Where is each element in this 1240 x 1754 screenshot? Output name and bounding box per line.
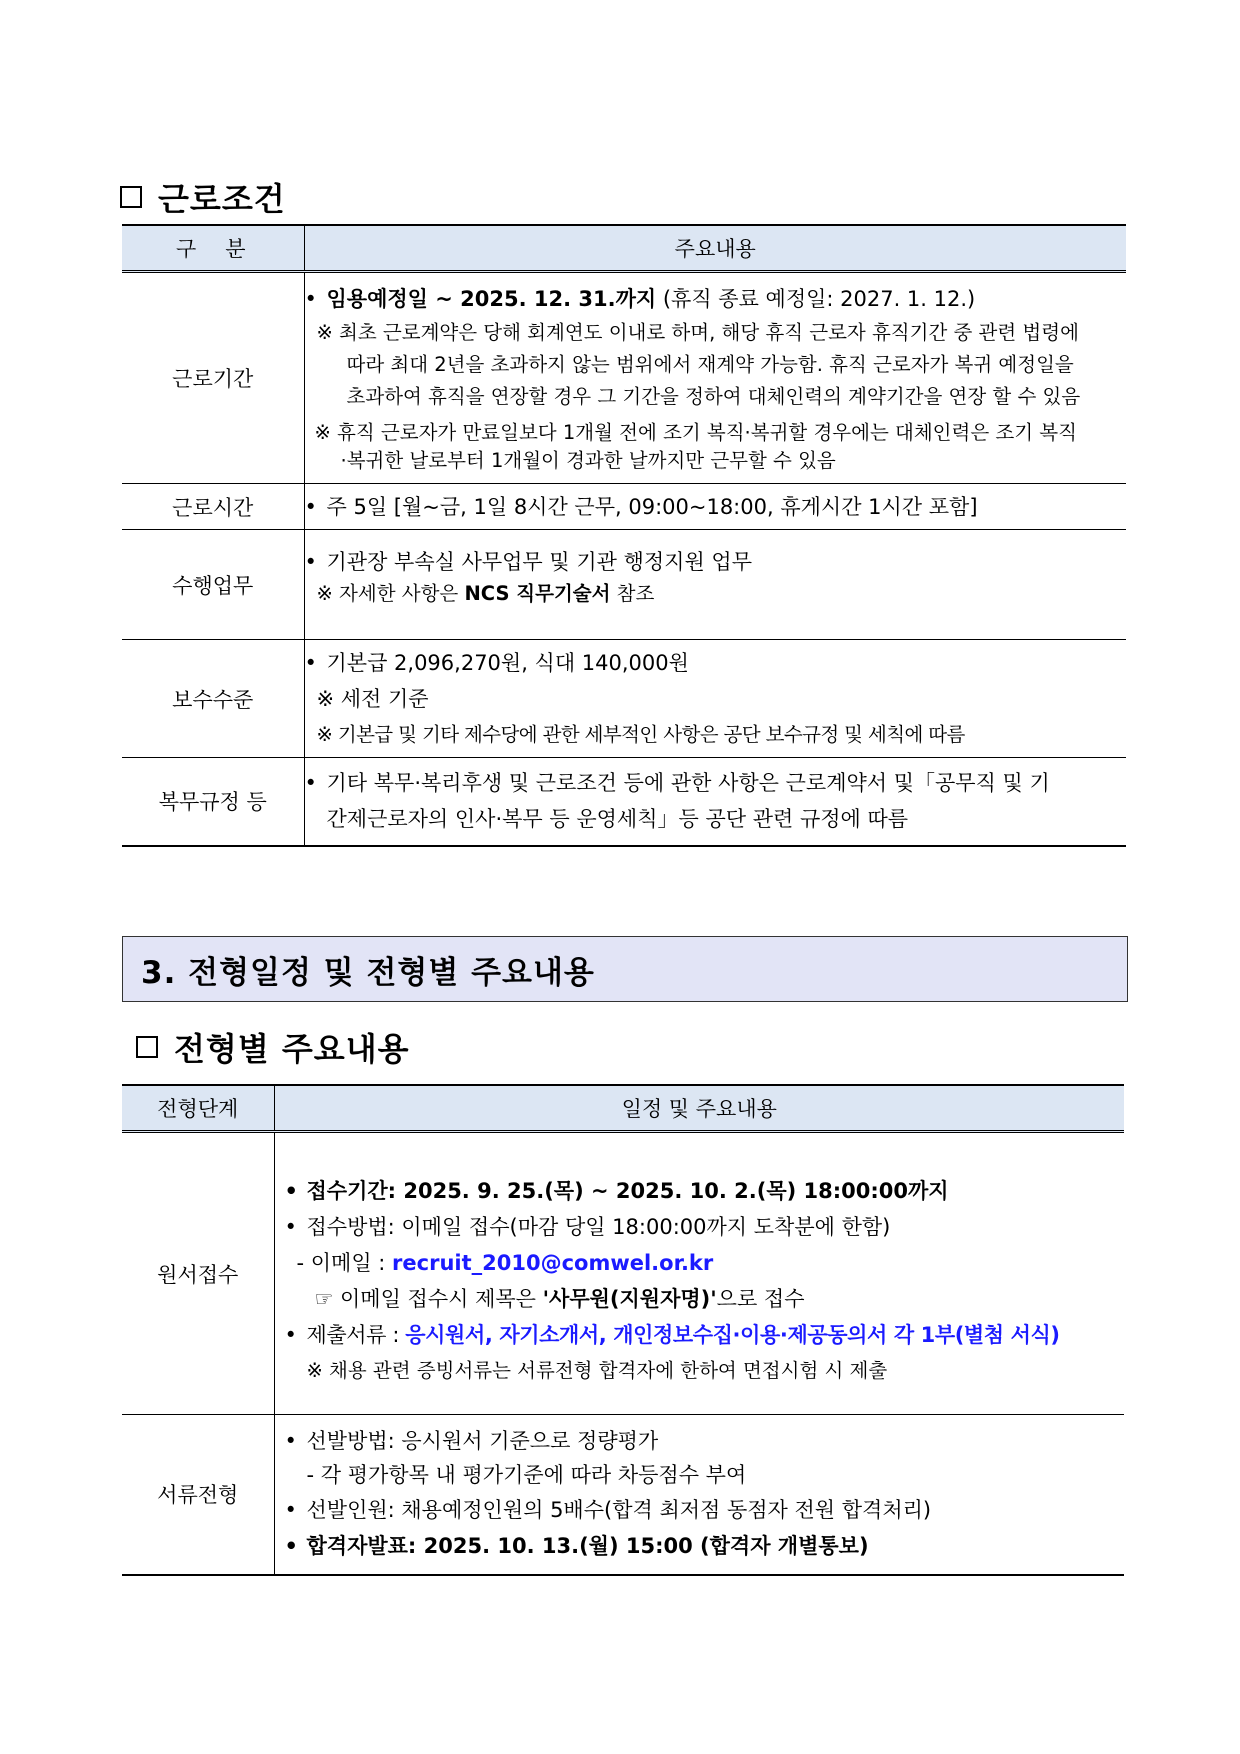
row-content-document-screening bbox=[274, 1415, 1124, 1575]
note-line: ※ 휴직 근로자가 만료일보다 1개월 전에 조기 복직·복귀할 경우에는 대체인력은 조기 복직 bbox=[314, 421, 1077, 444]
email-subject-line bbox=[285, 1281, 1125, 1317]
email-link[interactable]: recruit_2010@comwel.or.kr bbox=[392, 1250, 714, 1275]
row-label-application: 원서접수 bbox=[122, 1132, 274, 1415]
row-label-work-period: 근로기간 bbox=[122, 272, 304, 484]
documents-label: 제출서류 : bbox=[306, 1322, 406, 1347]
row-label-service-rules: 복무규정 등 bbox=[122, 758, 304, 846]
note-contract bbox=[305, 317, 1127, 413]
note-line: ※ 최초 근로계약은 당해 회계연도 이내로 하며, 해당 휴직 근로자 휴직기간 중 관련 법령에 bbox=[316, 321, 1079, 344]
table-row bbox=[122, 1415, 1124, 1575]
row-content-work-hours bbox=[304, 484, 1126, 530]
note-pre: ※ 자세한 사항은 bbox=[316, 582, 465, 605]
note-line: 초과하여 휴직을 연장할 경우 그 기간을 정하여 대체인력의 계약기간을 연장 할 수 있음 bbox=[346, 385, 1081, 408]
ncs-link-text: NCS 직무기술서 bbox=[464, 582, 611, 605]
subject-pre: ☞ 이메일 접수시 제목은 bbox=[314, 1286, 543, 1311]
checkbox-square-icon bbox=[136, 1036, 158, 1058]
section-title-text: 전형별 주요내용 bbox=[174, 1030, 410, 1068]
table-header-row bbox=[122, 225, 1126, 272]
required-documents bbox=[285, 1317, 1125, 1353]
row-label-salary: 보수수준 bbox=[122, 640, 304, 758]
application-method: • 접수방법: 이메일 접수(마감 당일 18:00:00까지 도착분에 한함) bbox=[285, 1209, 1125, 1245]
note-evidence: ※ 채용 관련 증빙서류는 서류전형 합격자에 한하여 면접시험 시 제출 bbox=[306, 1358, 888, 1382]
row-label-work-hours: 근로시간 bbox=[122, 484, 304, 530]
header-main-content: 주요내용 bbox=[304, 225, 1126, 272]
row-content-application bbox=[274, 1132, 1124, 1415]
appointment-date-bold: 임용예정일 ~ 2025. 12. 31.까지 bbox=[326, 287, 657, 311]
leave-end-date: (휴직 종료 예정일: 2027. 1. 12.) bbox=[656, 287, 976, 311]
header-category: 구 분 bbox=[122, 225, 304, 272]
selection-method: • 선발방법: 응시원서 기준으로 정량평가 bbox=[285, 1424, 1125, 1458]
section-banner: 3. 전형일정 및 전형별 주요내용 bbox=[122, 936, 1128, 1002]
note-ncs bbox=[305, 578, 1127, 610]
selection-method-sub: - 각 평가항목 내 평가기준에 따라 차등점수 부여 bbox=[306, 1463, 747, 1488]
note-pre-tax: ※ 세전 기준 bbox=[316, 686, 429, 711]
header-stage: 전형단계 bbox=[122, 1085, 274, 1132]
section-title-screening bbox=[136, 1024, 410, 1070]
row-content-service-rules bbox=[304, 758, 1126, 846]
screening-table bbox=[122, 1084, 1124, 1576]
row-content-salary bbox=[304, 640, 1126, 758]
note-early-return bbox=[305, 419, 1127, 475]
row-label-document-screening: 서류전형 bbox=[122, 1415, 274, 1575]
section-title-text: 근로조건 bbox=[158, 180, 286, 218]
note-line: ·복귀한 날로부터 1개월이 경과한 날까지만 근무할 수 있음 bbox=[340, 449, 836, 472]
table-row bbox=[122, 758, 1126, 846]
subject-post: 으로 접수 bbox=[716, 1286, 805, 1311]
checkbox-square-icon bbox=[120, 186, 142, 208]
email-line bbox=[285, 1245, 1125, 1281]
service-rules-line: • 기타 복무·복리후생 및 근로조건 등에 관한 사항은 근로계약서 및「공무직 및 기 bbox=[305, 765, 1127, 801]
bullet-appointment-date bbox=[305, 283, 1127, 315]
row-content-work-period bbox=[304, 272, 1126, 484]
note-post: 참조 bbox=[610, 582, 655, 605]
work-conditions-table bbox=[122, 224, 1126, 847]
table-row bbox=[122, 1132, 1124, 1415]
subject-format: '사무원(지원자명)' bbox=[542, 1286, 717, 1311]
note-salary-rules: ※ 기본급 및 기타 제수당에 관한 세부적인 사항은 공단 보수규정 및 세칙에 따름 bbox=[316, 722, 965, 746]
table-row bbox=[122, 640, 1126, 758]
section-title-work-conditions bbox=[120, 174, 286, 220]
service-rules-line: 간제근로자의 인사·복무 등 운영세칙」등 공단 관련 규정에 따름 bbox=[326, 807, 909, 832]
table-row bbox=[122, 272, 1126, 484]
bullet-salary: • 기본급 2,096,270원, 식대 140,000원 bbox=[305, 645, 1127, 681]
email-label: - 이메일 : bbox=[296, 1250, 393, 1275]
table-row bbox=[122, 484, 1126, 530]
row-label-duties: 수행업무 bbox=[122, 530, 304, 640]
bullet-duties: • 기관장 부속실 사무업무 및 기관 행정지원 업무 bbox=[305, 546, 1127, 578]
bullet-work-hours: • 주 5일 [월~금, 1일 8시간 근무, 09:00~18:00, 휴게시간 1시간 포함] bbox=[305, 491, 1127, 523]
result-announcement: • 합격자발표: 2025. 10. 13.(월) 15:00 (합격자 개별통보) bbox=[285, 1528, 1125, 1564]
selection-count: • 선발인원: 채용예정인원의 5배수(합격 최저점 동점자 전원 합격처리) bbox=[285, 1492, 1125, 1528]
note-line: 따라 최대 2년을 초과하지 않는 범위에서 재계약 가능함. 휴직 근로자가 복귀 예정일을 bbox=[346, 353, 1074, 376]
header-schedule: 일정 및 주요내용 bbox=[274, 1085, 1124, 1132]
table-header-row bbox=[122, 1085, 1124, 1132]
documents-list: 응시원서, 자기소개서, 개인정보수집·이용·제공동의서 각 1부(별첨 서식) bbox=[405, 1322, 1060, 1347]
application-period: • 접수기간: 2025. 9. 25.(목) ~ 2025. 10. 2.(목) 18:00:00까지 bbox=[285, 1173, 1125, 1209]
table-row bbox=[122, 530, 1126, 640]
row-content-duties bbox=[304, 530, 1126, 640]
